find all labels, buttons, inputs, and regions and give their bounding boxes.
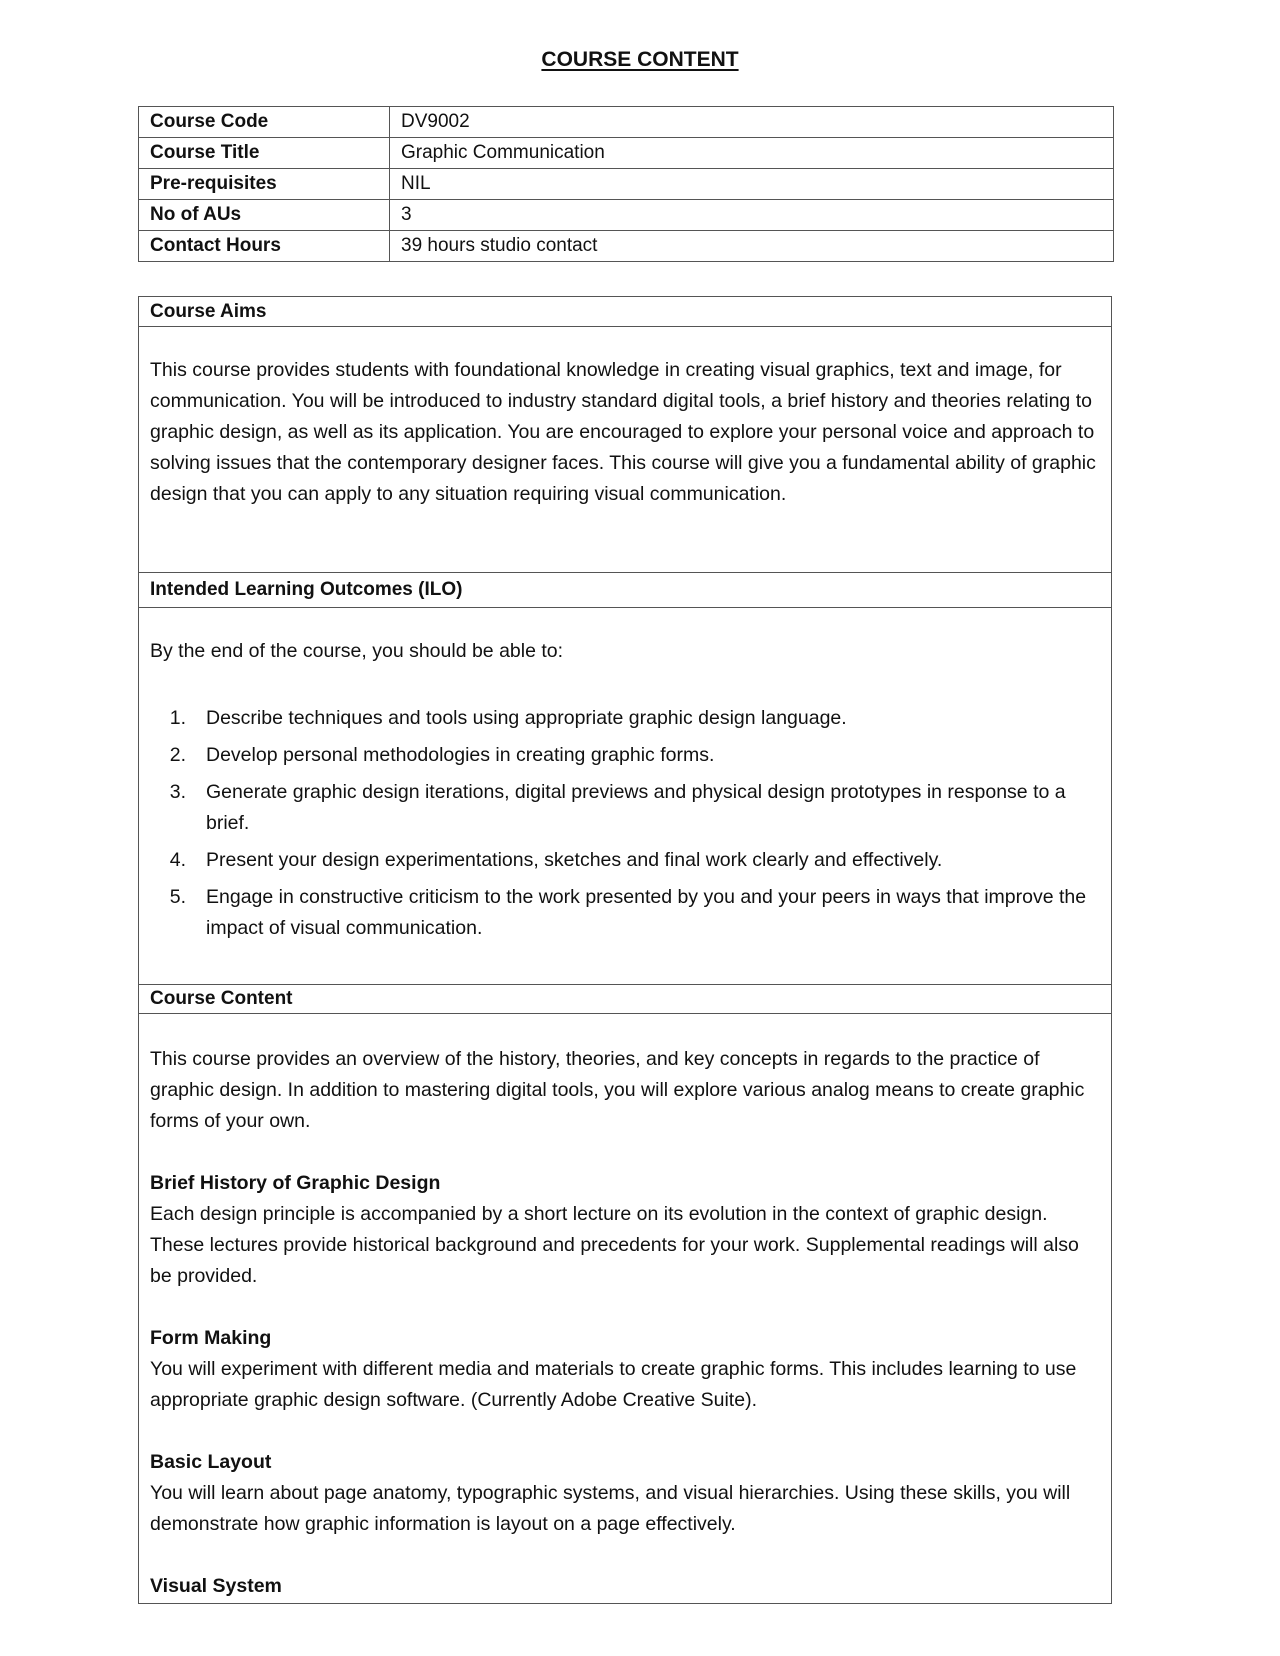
course-aims-text: This course provides students with foundational knowledge in creating visual graphics, text and image, for communication. You will be introduced to industry standard digital tools, a brief history and theories relating to graphic design, as well as its application. You are encouraged to explore your personal voice and approach to solving issues that the contemporary designer faces. This course will give you a fundamental ability of graphic design that you can apply to any situation requiring visual communication. [150, 359, 1096, 505]
ilo-text: Develop personal methodologies in creating graphic forms. [206, 744, 715, 766]
topic-title: Basic Layout [150, 1451, 272, 1473]
list-item [150, 845, 1100, 876]
ilo-number: 4. [169, 849, 186, 871]
list-item [150, 777, 1100, 839]
course-content-heading: Course Content [139, 984, 1111, 1014]
table-row [139, 138, 1114, 169]
course-aims-section [139, 327, 1111, 572]
prerequisites-label: Pre-requisites [139, 169, 390, 200]
prerequisites-value: NIL [390, 169, 1114, 200]
ilo-list [150, 703, 1100, 944]
course-code-value: DV9002 [390, 107, 1114, 138]
list-item [150, 703, 1100, 734]
ilo-text: Generate graphic design iterations, digital previews and physical design prototypes in response to a brief. [206, 781, 1066, 834]
table-row [139, 231, 1114, 262]
ilo-number: 2. [169, 744, 186, 766]
course-details-box [138, 296, 1112, 1604]
topic-title: Brief History of Graphic Design [150, 1172, 441, 1194]
topic-title: Form Making [150, 1327, 272, 1349]
ilo-text: Engage in constructive criticism to the work presented by you and your peers in ways that improve the impact of visual communication. [206, 886, 1087, 939]
ilo-text: Present your design experimentations, sketches and final work clearly and effectively. [206, 849, 943, 871]
topic-text: Each design principle is accompanied by a short lecture on its evolution in the context of graphic design. These lectures provide historical background and precedents for your work. Supplemental readings will also be provided. [150, 1203, 1079, 1287]
contact-hours-value: 39 hours studio contact [390, 231, 1114, 262]
list-item [150, 740, 1100, 771]
course-aims-heading: Course Aims [139, 297, 1111, 327]
aus-label: No of AUs [139, 200, 390, 231]
ilo-heading: Intended Learning Outcomes (ILO) [139, 572, 1111, 608]
course-title-value: Graphic Communication [390, 138, 1114, 169]
list-item [150, 882, 1100, 944]
ilo-section [139, 608, 1111, 984]
topic-text: You will experiment with different media and materials to create graphic forms. This includes learning to use appropriate graphic design software. (Currently Adobe Creative Suite). [150, 1358, 1077, 1411]
table-row [139, 200, 1114, 231]
ilo-text: Describe techniques and tools using appropriate graphic design language. [206, 707, 847, 729]
table-row [139, 107, 1114, 138]
ilo-number: 3. [169, 781, 186, 803]
course-code-label: Course Code [139, 107, 390, 138]
ilo-number: 5. [169, 886, 186, 908]
ilo-number: 1. [169, 707, 186, 729]
course-info-table [138, 106, 1114, 262]
topic-title: Visual System [150, 1575, 282, 1597]
page-title: COURSE CONTENT [541, 48, 739, 71]
contact-hours-label: Contact Hours [139, 231, 390, 262]
aus-value: 3 [390, 200, 1114, 231]
course-title-label: Course Title [139, 138, 390, 169]
course-content-intro: This course provides an overview of the history, theories, and key concepts in regards to the practice of graphic design. In addition to mastering digital tools, you will explore various analog means to create graphic forms of your own. [150, 1048, 1085, 1132]
table-row [139, 169, 1114, 200]
course-content-section [139, 1014, 1111, 1602]
topic-text: You will learn about page anatomy, typographic systems, and visual hierarchies. Using these skills, you will demonstrate how graphic information is layout on a page effectively. [150, 1482, 1071, 1535]
ilo-intro: By the end of the course, you should be able to: [150, 640, 564, 662]
